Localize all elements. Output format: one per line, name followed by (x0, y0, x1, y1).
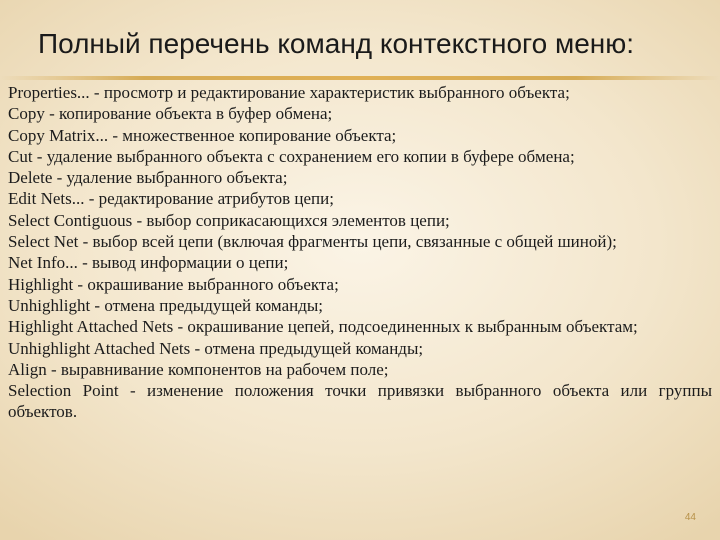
command-copy-matrix: Copy Matrix... - множественное копирование объекта; (8, 125, 397, 145)
title-divider (0, 76, 720, 80)
page-number: 44 (684, 512, 696, 523)
slide-title: Полный перечень команд контекстного меню: (38, 28, 635, 59)
command-select-contiguous: Select Contiguous - выбор соприкасающихся элементов цепи; (8, 210, 450, 230)
command-unhighlight: Unhighlight - отмена предыдущей команды; (8, 295, 324, 315)
command-properties: Properties... - просмотр и редактирование характеристик выбранного объекта; (8, 83, 570, 102)
command-highlight: Highlight - окрашивание выбранного объекта; (8, 274, 339, 294)
command-align: Align - выравнивание компонентов на рабочем поле; (8, 359, 389, 379)
command-unhighlight-attached-nets: Unhighlight Attached Nets - отмена предыдущей команды; (8, 338, 424, 358)
command-delete: Delete - удаление выбранного объекта; (8, 168, 288, 188)
command-cut: Cut - удаление выбранного объекта с сохранением его копии в буфере обмена; (8, 146, 575, 166)
command-select-net: Select Net - выбор всей цепи (включая фрагменты цепи, связанные с общей шиной); (8, 232, 617, 252)
command-list (8, 82, 712, 423)
command-selection-point: Selection Point - изменение положения точки привязки выбранного объекта или группы объектов. (8, 381, 712, 422)
command-edit-nets: Edit Nets... - редактирование атрибутов цепи; (8, 189, 334, 209)
command-copy: Copy - копирование объекта в буфер обмена; (8, 104, 333, 124)
command-highlight-attached-nets: Highlight Attached Nets - окрашивание цепей, подсоединенных к выбранным объектам; (8, 317, 638, 337)
command-net-info: Net Info... - вывод информации о цепи; (8, 253, 289, 273)
